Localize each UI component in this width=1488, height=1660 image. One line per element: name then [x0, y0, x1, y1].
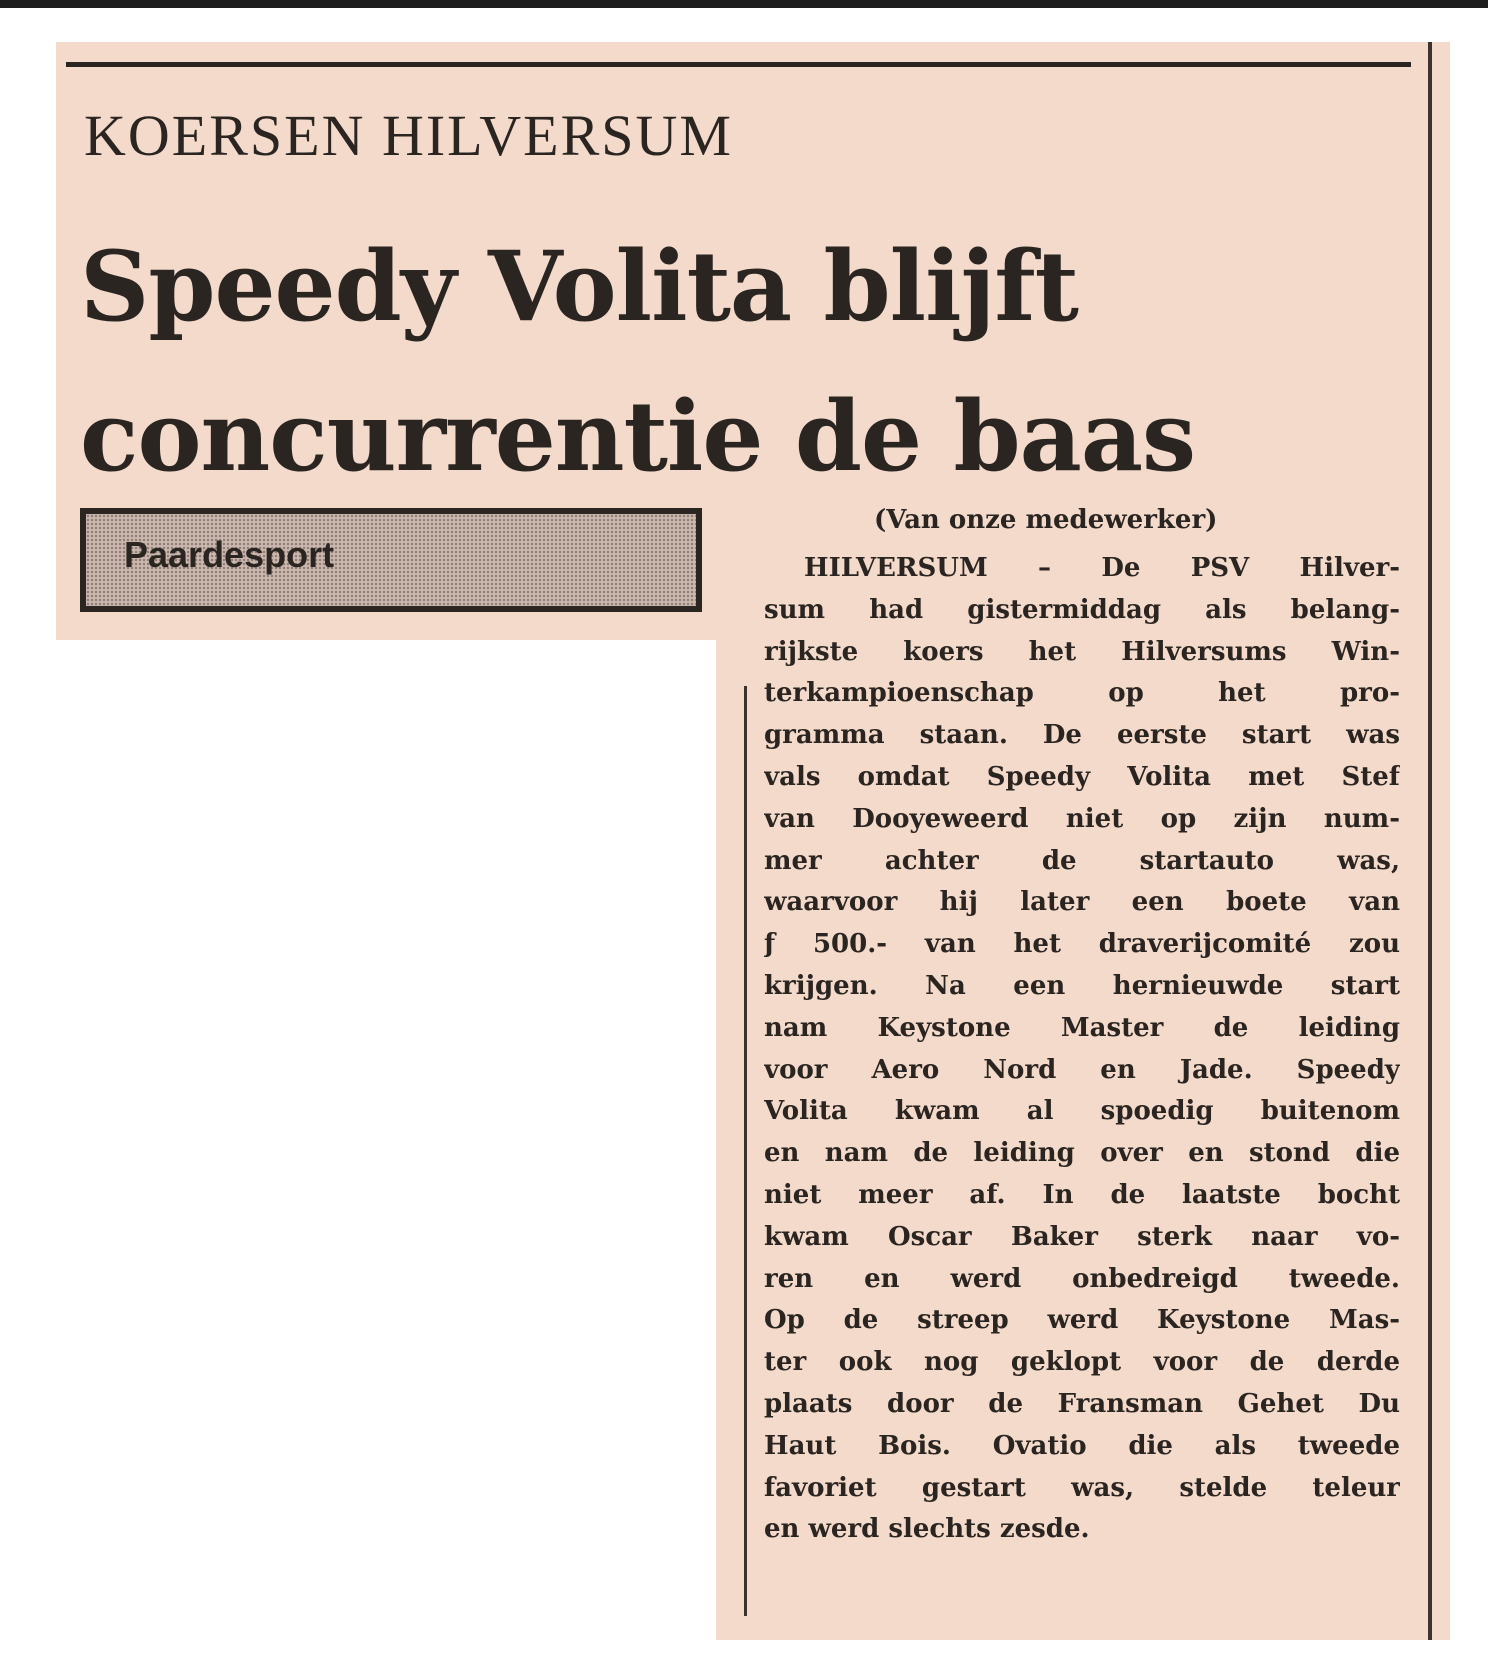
- body-line: gramma staan. De eerste start was: [764, 720, 1400, 751]
- article-byline: (Van onze medewerker): [874, 505, 1218, 535]
- body-line: voor Aero Nord en Jade. Speedy: [764, 1054, 1400, 1085]
- body-line: rijkste koers het Hilversums Win-: [764, 636, 1400, 667]
- body-line: en werd slechts zesde.: [764, 1514, 1090, 1545]
- body-line: mer achter de startauto was,: [764, 845, 1400, 876]
- body-line: Op de streep werd Keystone Mas-: [764, 1305, 1400, 1336]
- body-line: waarvoor hij later een boete van: [764, 887, 1400, 918]
- body-line: Volita kwam al spoedig buitenom: [764, 1096, 1400, 1127]
- body-line: ren en werd onbedreigd tweede.: [764, 1263, 1400, 1294]
- body-line: nam Keystone Master de leiding: [764, 1012, 1400, 1043]
- left-column-rule: [744, 686, 747, 1616]
- top-rule: [66, 62, 1411, 67]
- body-line: ƒ 500.- van het draverijcomité zou: [764, 929, 1400, 960]
- body-line: HILVERSUM – De PSV Hilver-: [804, 553, 1400, 583]
- body-line: vals omdat Speedy Volita met Stef: [764, 761, 1400, 792]
- body-line: terkampioenschap op het pro-: [764, 678, 1400, 709]
- body-line: ter ook nog geklopt voor de derde: [764, 1347, 1400, 1378]
- article-headline: [80, 212, 1195, 512]
- headline-line: concurrentie de baas: [80, 380, 1196, 493]
- body-line: plaats door de Fransman Gehet Du: [764, 1388, 1400, 1419]
- body-line: niet meer af. In de laatste bocht: [764, 1179, 1400, 1210]
- body-line: en nam de leiding over en stond die: [764, 1138, 1400, 1169]
- body-line: Haut Bois. Ovatio die als tweede: [764, 1430, 1400, 1461]
- headline-line: Speedy Volita blijft: [80, 230, 1078, 343]
- section-label: Paardesport: [124, 534, 335, 575]
- body-line: krijgen. Na een hernieuwde start: [764, 970, 1400, 1001]
- body-line: favoriet gestart was, stelde teleur: [764, 1472, 1400, 1503]
- right-column-rule: [1428, 42, 1432, 1640]
- article-body: [764, 548, 1400, 1551]
- body-line: sum had gistermiddag als belang-: [764, 594, 1400, 625]
- body-line: van Dooyeweerd niet op zijn num-: [764, 803, 1400, 834]
- scan-edge: [0, 0, 1488, 8]
- article-kicker: KOERSEN HILVERSUM: [84, 103, 733, 168]
- body-line: kwam Oscar Baker sterk naar vo-: [764, 1221, 1400, 1252]
- section-label-box: [80, 508, 702, 612]
